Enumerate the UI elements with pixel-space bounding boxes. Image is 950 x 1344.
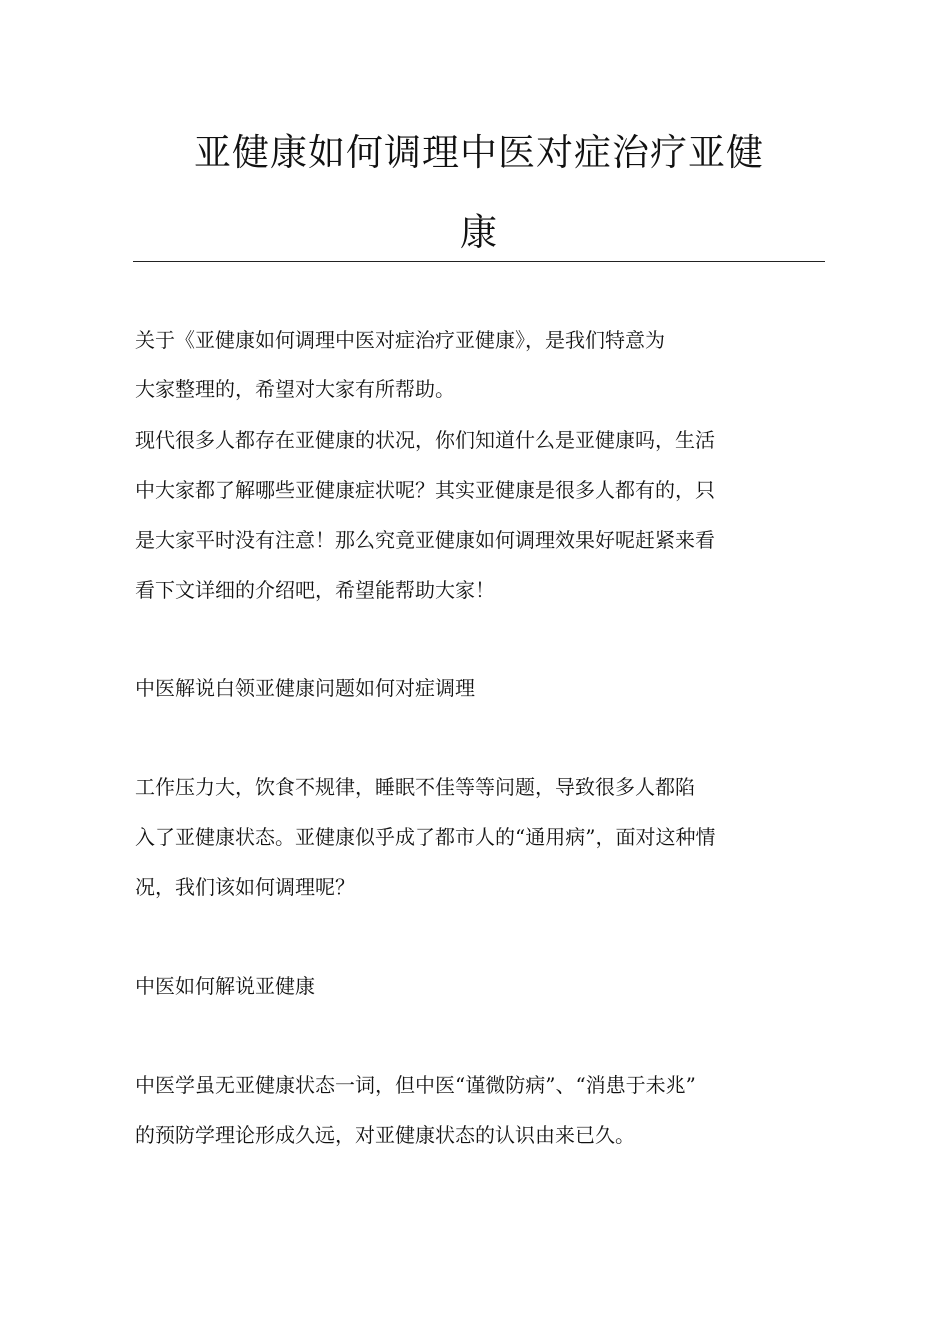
paragraph-2-line-2: 入了亚健康状态。亚健康似乎成了都市人的“通用病”，面对这种情 [135,825,716,849]
paragraph-2-line-1: 工作压力大，饮食不规律，睡眠不佳等等问题，导致很多人都陷 [135,775,695,799]
paragraph-1-line-4: 看下文详细的介绍吧，希望能帮助大家！ [135,578,495,602]
intro-line-1: 关于《亚健康如何调理中医对症治疗亚健康》，是我们特意为 [135,328,665,352]
paragraph-1-line-3: 是大家平时没有注意！那么究竟亚健康如何调理效果好呢赶紧来看 [135,528,715,552]
paragraph-3-line-2: 的预防学理论形成久远，对亚健康状态的认识由来已久。 [135,1123,635,1147]
section-heading-2: 中医如何解说亚健康 [135,974,315,998]
document-title-line-1: 亚健康如何调理中医对症治疗亚健 [194,131,764,174]
intro-line-2: 大家整理的，希望对大家有所帮助。 [135,377,455,401]
title-divider [133,261,825,262]
document-title-line-2: 康 [460,211,498,254]
section-heading-1: 中医解说白领亚健康问题如何对症调理 [135,676,475,700]
paragraph-2-line-3: 况，我们该如何调理呢？ [135,875,355,899]
paragraph-3-line-1: 中医学虽无亚健康状态一词，但中医“谨微防病”、“消患于未兆” [135,1073,696,1097]
paragraph-1-line-2: 中大家都了解哪些亚健康症状呢？其实亚健康是很多人都有的，只 [135,478,715,502]
paragraph-1-line-1: 现代很多人都存在亚健康的状况，你们知道什么是亚健康吗，生活 [135,428,715,452]
